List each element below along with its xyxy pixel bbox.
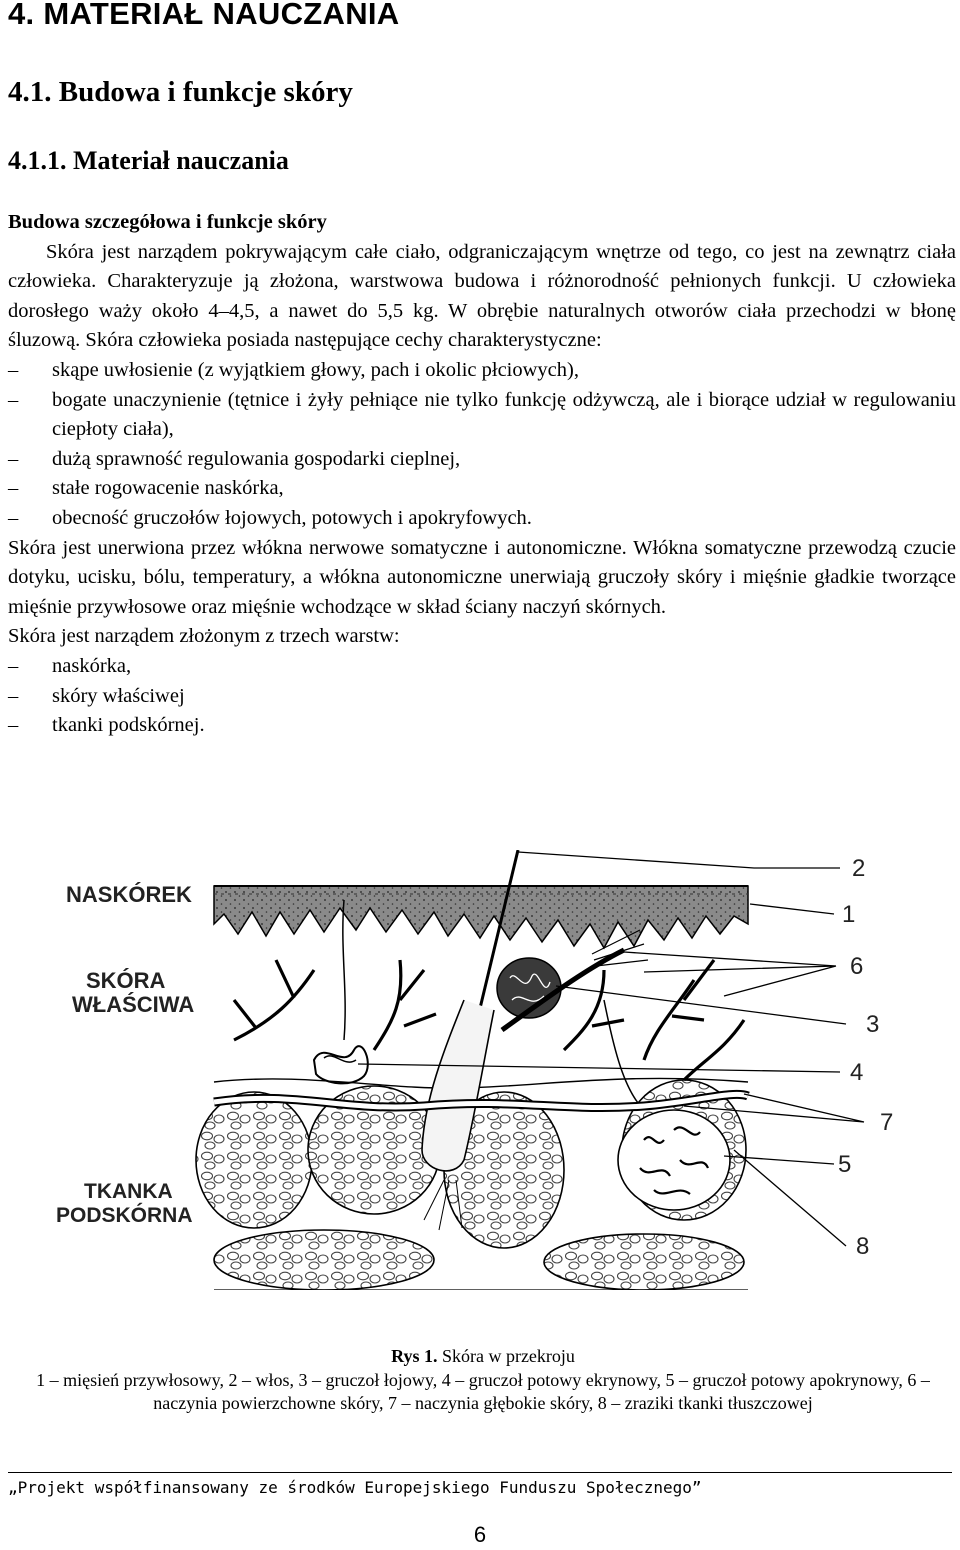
callout-number: 2: [852, 855, 866, 882]
callout-number: 8: [856, 1233, 870, 1260]
feature-item: obecność gruczołów łojowych, potowych i apokryfowych.: [52, 506, 532, 529]
list-item: [8, 356, 956, 386]
callout-number: 7: [880, 1109, 894, 1136]
chapter-heading: 4. MATERIAŁ NAUCZANIA: [8, 0, 400, 31]
eccrine-duct: [343, 900, 345, 1040]
apocrine-duct: [604, 1000, 644, 1110]
skin-cross-section-figure: [44, 850, 920, 1290]
list-dash: –: [8, 477, 19, 500]
epidermis-label: NASKÓREK: [66, 882, 192, 907]
hypodermis-label-line1: TKANKA: [84, 1180, 173, 1203]
caption-title-line: [10, 1345, 956, 1369]
subsection-heading: 4.1.1. Materiał nauczania: [8, 146, 289, 175]
layers-intro: Skóra jest narządem złożonym z trzech warstw:: [8, 625, 400, 648]
list-dash: –: [8, 447, 19, 470]
list-dash: –: [8, 506, 19, 529]
layer-item: skóry właściwej: [52, 684, 185, 707]
list-dash: –: [8, 684, 19, 707]
callout-number: 3: [866, 1011, 880, 1038]
feature-item: dużą sprawność regulowania gospodarki cieplnej,: [52, 447, 461, 470]
caption-label: Rys 1.: [391, 1346, 438, 1366]
intro-paragraph: Skóra jest narządem pokrywającym całe ciało, odgraniczającym wnętrze od tego, co jest na zewnątrz ciała człowieka. Charakteryzuje ją złożona, warstwowa budowa i różnorodność pełnionych funkcji. U człowieka dorosłego waży około 4–4,5, a nawet do 5,5 kg. W obrębie naturalnych otworów ciała przechodzi w błonę śluzową. Skóra człowieka posiada następujące cechy charakterystyczne:: [8, 240, 956, 352]
list-item: [8, 386, 956, 445]
section-heading: 4.1. Budowa i funkcje skóry: [8, 76, 353, 108]
layer-item: naskórka,: [52, 654, 132, 677]
hypodermis-label-line2: PODSKÓRNA: [56, 1204, 193, 1227]
apocrine-gland: [618, 1110, 730, 1210]
feature-item: bogate unaczynienie (tętnice i żyły pełniące nie tylko funkcję odżywczą, ale i biorące udział w regulowaniu ciepłoty ciała),: [52, 388, 956, 441]
eccrine-gland: [314, 1046, 368, 1083]
list-item: [8, 445, 956, 475]
dermis-label-line2: WŁAŚCIWA: [72, 992, 195, 1017]
list-dash: –: [8, 388, 19, 411]
list-dash: –: [8, 654, 19, 677]
list-item: [8, 711, 956, 741]
footer-divider: [8, 1472, 952, 1473]
callout-number: 1: [842, 901, 856, 928]
page-number: 6: [473, 1522, 487, 1547]
list-dash: –: [8, 714, 19, 737]
callout-number: 6: [850, 953, 864, 980]
fat-lobule: [214, 1230, 434, 1290]
callout-number: 4: [850, 1059, 864, 1086]
footer-text: „Projekt współfinansowany ze środków Europejskiego Funduszu Społecznego”: [8, 1478, 702, 1497]
feature-item: skąpe uwłosienie (z wyjątkiem głowy, pach i okolic płciowych),: [52, 358, 579, 381]
fat-lobule: [544, 1234, 744, 1290]
callout-number: 5: [838, 1151, 852, 1178]
fat-lobule: [196, 1092, 312, 1228]
section-title: Budowa szczegółowa i funkcje skóry: [8, 211, 327, 233]
figure-caption: [10, 1345, 956, 1416]
list-dash: –: [8, 358, 19, 381]
list-item: [8, 504, 956, 534]
caption-title: Skóra w przekroju: [441, 1346, 575, 1366]
body-text: [8, 208, 956, 741]
feature-item: stałe rogowacenie naskórka,: [52, 477, 284, 500]
list-item: [8, 652, 956, 682]
layer-item: tkanki podskórnej.: [52, 714, 205, 737]
list-item: [8, 682, 956, 712]
innervation-paragraph: Skóra jest unerwiona przez włókna nerwowe somatyczne i autonomiczne. Włókna somatyczne przewodzą czucie dotyku, ucisku, bólu, temperatury, a włókna autonomiczne unerwiają gruczoły skóry i mięśnie gładkie tworzące mięśnie przywłosowe oraz mięśnie wchodzące w skład ściany naczyń skórnych.: [8, 536, 956, 618]
dermis-label-line1: SKÓRA: [86, 968, 166, 993]
epidermis-layer: [214, 886, 748, 948]
caption-legend: 1 – mięsień przywłosowy, 2 – włos, 3 – gruczoł łojowy, 4 – gruczoł potowy ekrynowy, 5 – gruczoł potowy apokrynowy, 6 – naczynia powierzchowne skóry, 7 – naczynia głębokie skóry, 8 – zraziki tkanki tłuszczowej: [36, 1369, 930, 1413]
list-item: [8, 474, 956, 504]
